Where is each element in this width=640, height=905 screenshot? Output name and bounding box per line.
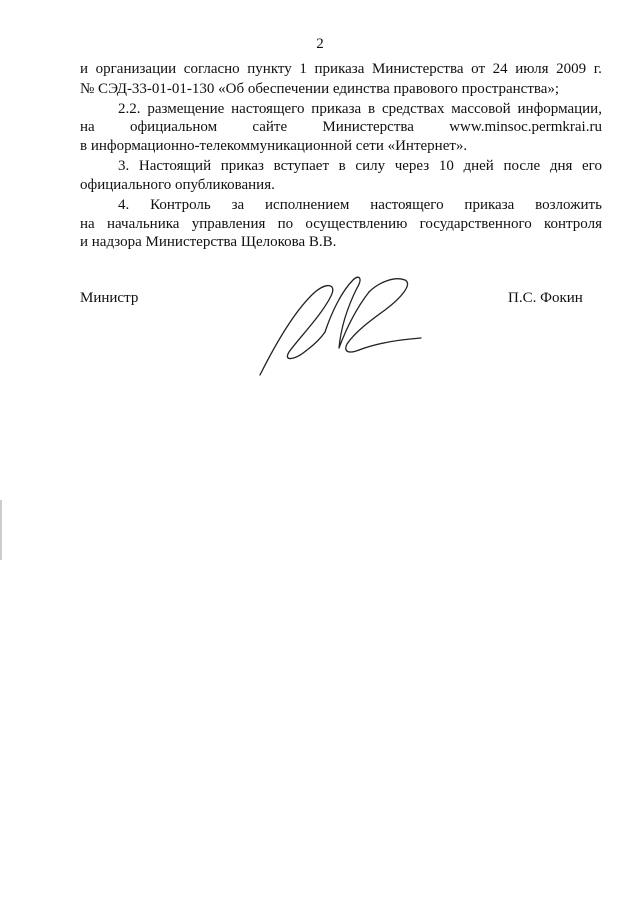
- word: 3.: [118, 158, 130, 174]
- word: и: [80, 61, 89, 77]
- word: Министерства: [371, 61, 464, 77]
- word: после: [503, 158, 541, 174]
- word: государственного: [419, 216, 532, 232]
- word: исполнением: [265, 197, 350, 213]
- word: возложить: [535, 197, 602, 213]
- word: управления: [191, 216, 266, 232]
- paragraph-2-line-1: [118, 100, 602, 118]
- word: размещение: [147, 101, 225, 117]
- word: Министерства: [322, 119, 414, 135]
- word: его: [582, 158, 602, 174]
- signatory-name: П.С. Фокин: [508, 290, 583, 306]
- word: согласно: [183, 61, 240, 77]
- word: г.: [593, 61, 602, 77]
- word: от: [471, 61, 485, 77]
- word: 1: [299, 61, 307, 77]
- word: официальном: [129, 119, 218, 135]
- page-number: 2: [316, 36, 324, 52]
- word: контроля: [544, 216, 602, 232]
- word: 2.2.: [118, 101, 141, 117]
- paragraph-3-line-1: [118, 157, 602, 175]
- word: на: [80, 216, 95, 232]
- word: в: [338, 158, 346, 174]
- word: в: [368, 101, 376, 117]
- paragraph-2-line-2: [80, 118, 602, 136]
- word: информации,: [517, 101, 602, 117]
- word: дня: [549, 158, 573, 174]
- word: пункту: [247, 61, 292, 77]
- word: организации: [95, 61, 177, 77]
- paragraph-1-line-1: [80, 60, 602, 78]
- signatory-position: Министр: [80, 290, 139, 306]
- paragraph-3-line-2: официального опубликования.: [80, 177, 275, 193]
- paragraph-4-line-2: [80, 215, 602, 233]
- word: осуществлению: [305, 216, 408, 232]
- word: через: [394, 158, 430, 174]
- word: по: [277, 216, 294, 232]
- word: приказ: [220, 158, 264, 174]
- word: приказа: [311, 101, 362, 117]
- paragraph-1-line-2: № СЭД-33-01-01-130 «Об обеспечении единства правового пространства»;: [80, 81, 560, 97]
- word: июля: [515, 61, 549, 77]
- word: 2009: [556, 61, 587, 77]
- word: массовой: [451, 101, 511, 117]
- word: начальника: [106, 216, 180, 232]
- word: Контроль: [150, 197, 211, 213]
- word: дней: [463, 158, 494, 174]
- word: силу: [355, 158, 386, 174]
- word: сайте: [252, 119, 288, 135]
- word: Настоящий: [138, 158, 212, 174]
- scan-edge-mark: [0, 500, 2, 560]
- word: www.minsoc.permkrai.ru: [449, 119, 602, 135]
- word: настоящего: [370, 197, 444, 213]
- paragraph-4-line-3: и надзора Министерства Щелокова В.В.: [80, 234, 337, 250]
- word: вступает: [273, 158, 330, 174]
- word: за: [231, 197, 245, 213]
- paragraph-2-line-3: в информационно-телекоммуникационной сети «Интернет».: [80, 138, 468, 154]
- word: средствах: [381, 101, 445, 117]
- handwritten-signature: [255, 270, 425, 380]
- word: 4.: [118, 197, 130, 213]
- word: на: [80, 119, 95, 135]
- word: приказа: [314, 61, 365, 77]
- word: приказа: [464, 197, 515, 213]
- word: 10: [438, 158, 454, 174]
- word: настоящего: [231, 101, 305, 117]
- word: 24: [492, 61, 508, 77]
- paragraph-4-line-1: [118, 196, 602, 214]
